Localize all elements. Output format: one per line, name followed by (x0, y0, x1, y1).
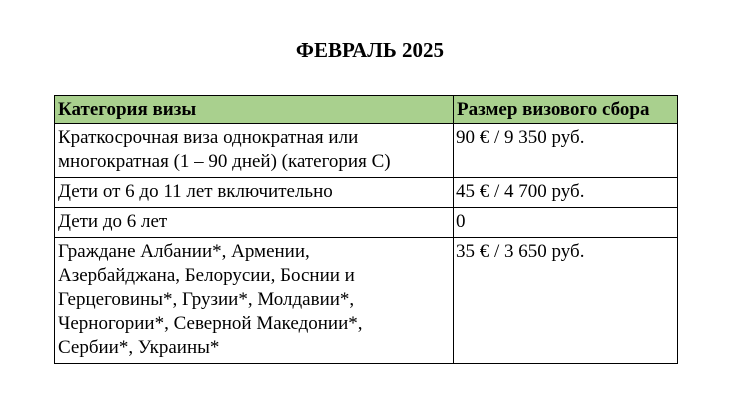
category-cell: Дети до 6 лет (55, 208, 454, 238)
column-header-fee: Размер визового сбора (454, 96, 678, 124)
table-header-row (55, 96, 678, 124)
column-header-category: Категория визы (55, 96, 454, 124)
table-row (55, 238, 678, 364)
category-cell: Дети от 6 до 11 лет включительно (55, 178, 454, 208)
fee-cell: 35 € / 3 650 руб. (454, 238, 678, 364)
page-title: ФЕВРАЛЬ 2025 (295, 38, 445, 62)
table-row (55, 124, 678, 178)
table-row (55, 208, 678, 238)
fee-cell: 0 (454, 208, 678, 238)
category-text: Граждане Албании*, Армении, Азербайджана, Белорусии, Боснии и Герцеговины*, Грузии*, Молдавии*, Черногории*, Северной Македонии*, Сербии*, Украины* (58, 241, 363, 358)
fee-cell: 90 € / 9 350 руб. (454, 124, 678, 178)
visa-fee-table (54, 95, 678, 364)
category-cell (55, 124, 454, 178)
category-cell (55, 238, 454, 364)
table-row (55, 178, 678, 208)
fee-cell: 45 € / 4 700 руб. (454, 178, 678, 208)
category-text: Краткосрочная виза однократная или многократная (1 – 90 дней) (категория C) (58, 127, 391, 172)
